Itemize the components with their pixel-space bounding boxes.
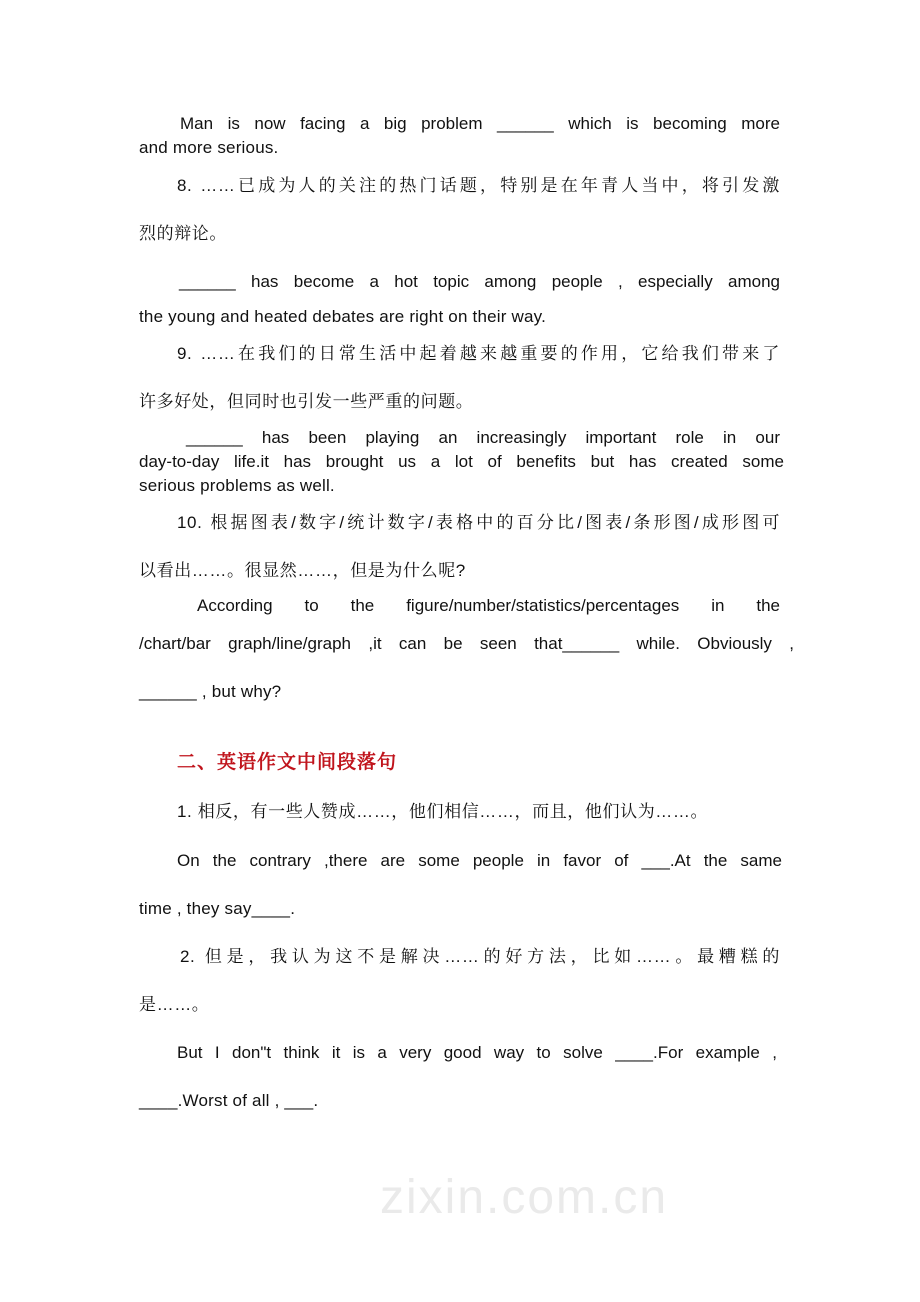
item-8-chinese: 8. ……已成为人的关注的热门话题，特别是在年青人当中，将引发激 (177, 176, 780, 195)
watermark: zixin.com.cn (380, 1171, 669, 1224)
item-9-english: ______ has been playing an increasingly important role in our (186, 428, 780, 447)
text-line: 以看出……。很显然……，但是为什么呢? (139, 561, 466, 580)
text-line: time , they say____. (139, 899, 296, 918)
text-line: /chart/bar graph/line/graph ,it can be seen that______ while. Obviously , (139, 634, 794, 653)
section-heading: 二、英语作文中间段落句 (177, 752, 398, 773)
text-line: 是……。 (139, 995, 210, 1014)
text-line: and more serious. (139, 138, 279, 157)
item-2-english: But I don"t think it is a very good way to solve ____.For example , (177, 1043, 777, 1062)
text-line: the young and heated debates are right on their way. (139, 307, 547, 326)
item-1-chinese: 1. 相反，有一些人赞成……，他们相信……，而且，他们认为……。 (177, 802, 709, 821)
item-10-english: According to the figure/number/statistics/percentages in the (197, 596, 780, 615)
text-line: Man is now facing a big problem ______ which is becoming more (180, 114, 780, 133)
text-line: day-to-day life.it has brought us a lot of benefits but has created some (139, 452, 784, 471)
text-line: ____.Worst of all , ___. (139, 1091, 319, 1110)
item-1-english: On the contrary ,there are some people in favor of ___.At the same (177, 851, 782, 870)
text-line: serious problems as well. (139, 476, 335, 495)
text-line: 许多好处，但同时也引发一些严重的问题。 (139, 392, 474, 411)
item-10-chinese: 10. 根据图表/数字/统计数字/表格中的百分比/图表/条形图/成形图可 (177, 513, 780, 532)
item-9-chinese: 9. ……在我们的日常生活中起着越来越重要的作用，它给我们带来了 (177, 344, 780, 363)
text-line: 烈的辩论。 (139, 224, 227, 243)
text-line: ______ , but why? (139, 682, 282, 701)
item-8-english: ______ has become a hot topic among people , especially among (179, 272, 780, 291)
item-2-chinese: 2. 但是，我认为这不是解决……的好方法，比如……。最糟糕的 (180, 947, 780, 966)
